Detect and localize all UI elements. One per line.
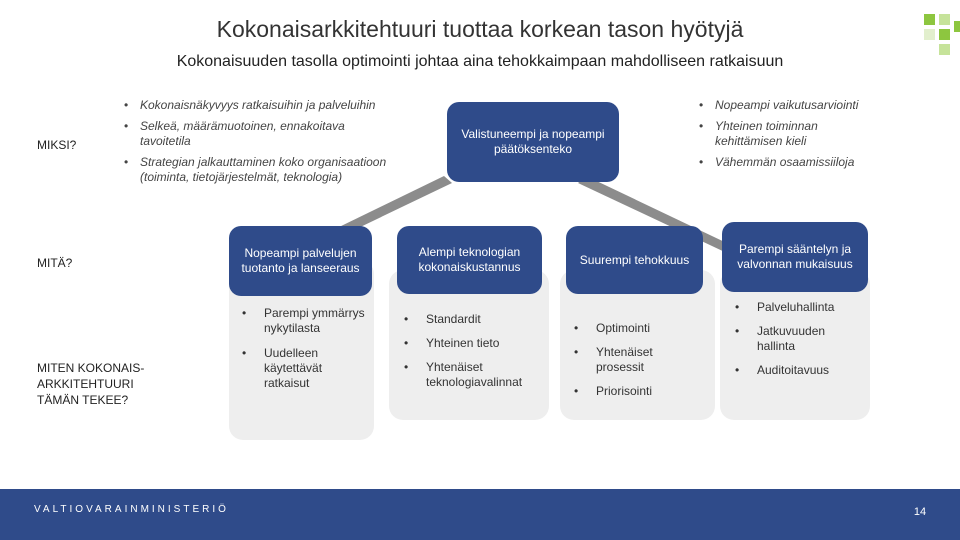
column-item: • Optimointi	[572, 321, 702, 336]
page-number: 14	[913, 506, 927, 518]
column-header-4: Parempi sääntelyn ja valvonnan mukaisuus	[722, 222, 868, 292]
why-left-bullet: • Strategian jalkauttaminen koko organisaatioon (toiminta, tietojärjestelmät, teknologia)	[122, 155, 390, 185]
row-label-what: MITÄ?	[37, 256, 73, 270]
why-right-bullet: • Yhteinen toiminnan kehittämisen kieli	[697, 119, 875, 149]
column-item: • Palveluhallinta	[733, 300, 817, 315]
column-item: • Yhtenäiset teknologiavalinnat	[402, 360, 506, 390]
why-left-bullet: • Kokonaisnäkyvyys ratkaisuihin ja palveluihin	[122, 98, 422, 113]
column-item: • Uudelleen käytettävät ratkaisut	[240, 346, 365, 391]
column-header-2: Alempi teknologian kokonaiskustannus	[397, 226, 542, 294]
column-item: • Standardit	[402, 312, 542, 327]
column-items-1	[240, 306, 365, 391]
row-label-how: MITEN KOKONAIS-ARKKITEHTUURI TÄMÄN TEKEE?	[37, 361, 145, 407]
why-right-bullet: • Nopeampi vaikutusarviointi	[697, 98, 897, 113]
footer-brand: VALTIOVARAINMINISTERIÖ	[34, 504, 229, 515]
row-label-why: MIKSI?	[37, 138, 77, 152]
column-item: • Priorisointi	[572, 384, 702, 399]
decision-box: Valistuneempi ja nopeampi päätöksenteko	[447, 102, 619, 182]
column-item: • Auditoitavuus	[733, 363, 863, 378]
column-item: • Yhtenäiset prosessit	[572, 345, 671, 375]
column-item: • Yhteinen tieto	[402, 336, 542, 351]
column-items-4	[733, 300, 863, 378]
column-header-1: Nopeampi palvelujen tuotanto ja lanseeraus	[229, 226, 372, 296]
why-left-bullet: • Selkeä, määrämuotoinen, ennakoitava tavoitetila	[122, 119, 390, 149]
slide-title: Kokonaisarkkitehtuuri tuottaa korkean tason hyötyjä	[216, 16, 744, 42]
column-items-3	[572, 321, 702, 399]
column-header-3: Suurempi tehokkuus	[566, 226, 703, 294]
why-right-bullet: • Vähemmän osaamissiiloja	[697, 155, 897, 170]
column-items-2	[402, 312, 542, 390]
column-item: • Jatkuvuuden hallinta	[733, 324, 852, 354]
column-item: • Parempi ymmärrys nykytilasta	[240, 306, 365, 336]
slide-subtitle: Kokonaisuuden tasolla optimointi johtaa aina tehokkaimpaan mahdolliseen ratkaisuun	[176, 53, 784, 70]
